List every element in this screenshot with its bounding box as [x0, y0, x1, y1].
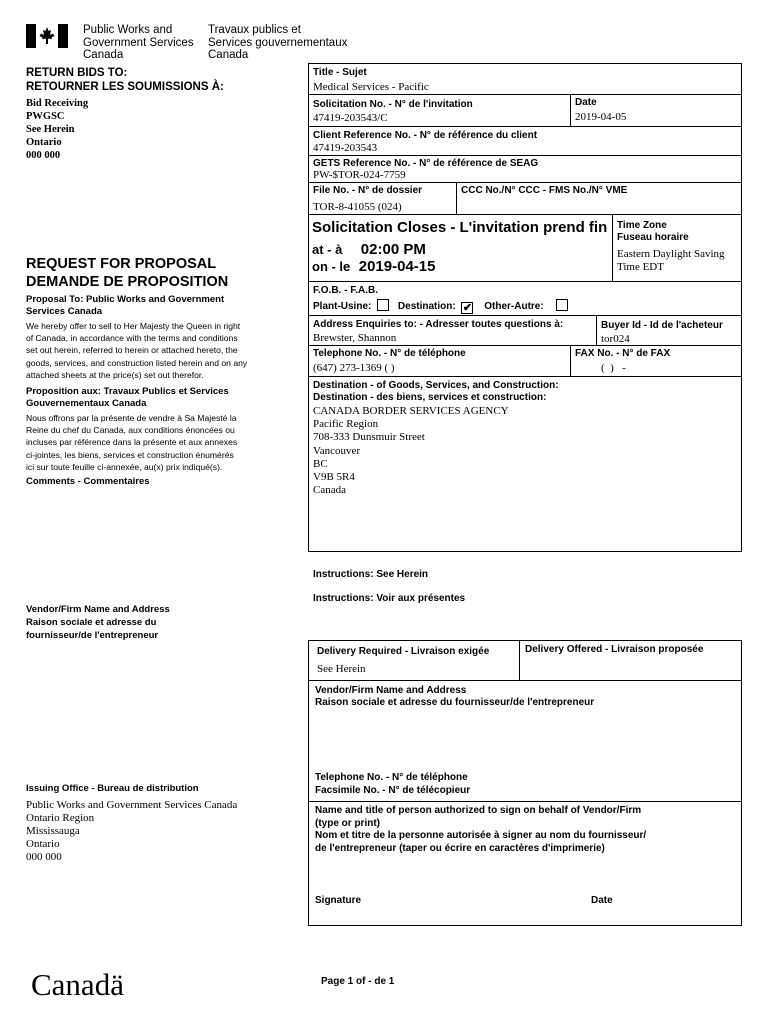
delivery-required-value: See Herein [317, 663, 366, 675]
fax-value: ( ) - [601, 362, 626, 374]
file-no-value: TOR-8-41055 (024) [313, 201, 402, 213]
buyer-id-label: Buyer Id - Id de l'acheteur [601, 320, 723, 331]
instructions-en: Instructions: See Herein [313, 569, 429, 580]
time-zone-label: Time Zone Fuseau horaire [617, 220, 689, 243]
page-number: Page 1 of - de 1 [321, 976, 395, 987]
gets-ref-value: PW-$TOR-024-7759 [313, 169, 406, 181]
date-label: Date [575, 97, 597, 108]
delivery-offered-label: Delivery Offered - Livraison proposée [525, 644, 704, 655]
plant-label: Plant-Usine: [313, 301, 372, 312]
department-name-fr: Travaux publics et Services gouvernementaux Canada [208, 24, 348, 61]
ccc-no-label: CCC No./N° CCC - FMS No./N° VME [461, 185, 628, 196]
instructions-fr: Instructions: Voir aux présentes [313, 593, 466, 604]
time-zone-value: Eastern Daylight Saving Time EDT [617, 248, 725, 273]
comments-label: Comments - Commentaires [26, 476, 150, 487]
proposal-text-en: We hereby offer to sell to Her Majesty the Queen in right of Canada, in accordance with the terms and conditions set out herein, referred to herein or attached hereto, the goods, services, and construction listed herein and on any attached sheets at the price(s) set out therefor. [26, 321, 248, 380]
return-bids-heading: RETURN BIDS TO: RETOURNER LES SOUMISSIONS À: [26, 67, 224, 93]
telephone-label: Telephone No. - N° de téléphone [313, 348, 466, 359]
signature-date-label: Date [591, 895, 613, 906]
date-value: 2019-04-05 [575, 111, 627, 123]
destination-option-label: Destination: [397, 301, 456, 312]
delivery-required-label: Delivery Required - Livraison exigée [317, 646, 490, 657]
canada-wordmark: Canadä [31, 967, 124, 1002]
rfp-heading: REQUEST FOR PROPOSAL DEMANDE DE PROPOSITION [26, 256, 229, 290]
issuing-office-address: Public Works and Government Services Canada Ontario Region Mississauga Ontario 000 000 [26, 799, 238, 863]
issuing-office-label: Issuing Office - Bureau de distribution [26, 783, 199, 794]
title-label: Title - Sujet [313, 67, 367, 78]
plant-checkbox[interactable] [377, 299, 389, 311]
buyer-id-value: tor024 [601, 333, 630, 345]
destination-checkbox[interactable]: ✔ [462, 302, 473, 314]
fax-label: FAX No. - N° de FAX [575, 348, 671, 359]
destination-label: Destination - of Goods, Services, and Construction: Destination - des biens, services et construction: [313, 380, 559, 403]
proposal-to-label: Proposal To: Public Works and Government Services Canada [26, 294, 225, 317]
at-value: 02:00 PM [360, 241, 426, 258]
vendor-firm-label-left: Vendor/Firm Name and Address Raison sociale et adresse du fournisseur/de l'entrepreneur [26, 604, 170, 641]
solicitation-closes-label: Solicitation Closes - L'invitation prend fin [312, 219, 608, 236]
client-ref-label: Client Reference No. - N° de référence du client [313, 130, 538, 141]
other-label: Other-Autre: [484, 301, 544, 312]
other-checkbox[interactable] [556, 299, 568, 311]
vendor-phone-fax-labels: Telephone No. - N° de téléphone Facsimile No. - N° de télécopieur [315, 772, 471, 796]
on-value: 2019-04-15 [358, 258, 436, 275]
return-address: Bid Receiving PWGSC See Herein Ontario 000 000 [26, 98, 89, 161]
canada-flag-icon [26, 24, 68, 48]
telephone-value: (647) 273-1369 ( ) [313, 362, 395, 374]
client-ref-value: 47419-203543 [313, 142, 378, 154]
solicitation-no-value: 47419-203543/C [313, 112, 388, 124]
title-value: Medical Services - Pacific [313, 81, 429, 93]
authorized-person-label: Name and title of person authorized to sign on behalf of Vendor/Firm (type or print) Nom et titre de la personne autorisée à signer au nom du fournisseur/ de l'entrepreneur (taper ou écrire en caractères d'imprimerie) [315, 805, 647, 854]
vendor-firm-label: Vendor/Firm Name and Address Raison sociale et adresse du fournisseur/de l'entrepreneur [315, 685, 595, 708]
vendor-firm-input[interactable] [312, 712, 736, 767]
authorized-person-input[interactable] [312, 858, 736, 892]
solicitation-no-label: Solicitation No. - N° de l'invitation [313, 99, 473, 110]
gets-ref-label: GETS Reference No. - N° de référence de SEAG [313, 158, 539, 169]
closing-date [312, 258, 435, 275]
at-label: at - à [312, 242, 343, 257]
department-name-en: Public Works and Government Services Canada [83, 24, 194, 61]
address-enquiries-value: Brewster, Shannon [313, 332, 397, 344]
fob-label: F.O.B. - F.A.B. [313, 285, 378, 296]
proposition-aux-label: Proposition aux: Travaux Publics et Services Gouvernementaux Canada [26, 386, 229, 409]
signature-label: Signature [315, 895, 362, 906]
file-no-label: File No. - N° de dossier [313, 185, 423, 196]
address-enquiries-label: Address Enquiries to: - Adresser toutes questions à: [313, 319, 564, 330]
fob-options [313, 299, 570, 314]
proposal-text-fr: Nous offrons par la présente de vendre à Sa Majesté la Reine du chef du Canada, aux conditions énoncées ou incluses par référence dans la présente et aux annexes ci-jointes, les biens, services et construction énumérés ici sur toute feuille ci-annexée, au(x) prix indiqué(s). [26, 413, 238, 472]
closing-time [312, 241, 426, 258]
destination-address: CANADA BORDER SERVICES AGENCY Pacific Region 708-333 Dunsmuir Street Vancouver BC V9B 5R4 Canada [313, 405, 509, 497]
on-label: on - le [312, 259, 351, 274]
